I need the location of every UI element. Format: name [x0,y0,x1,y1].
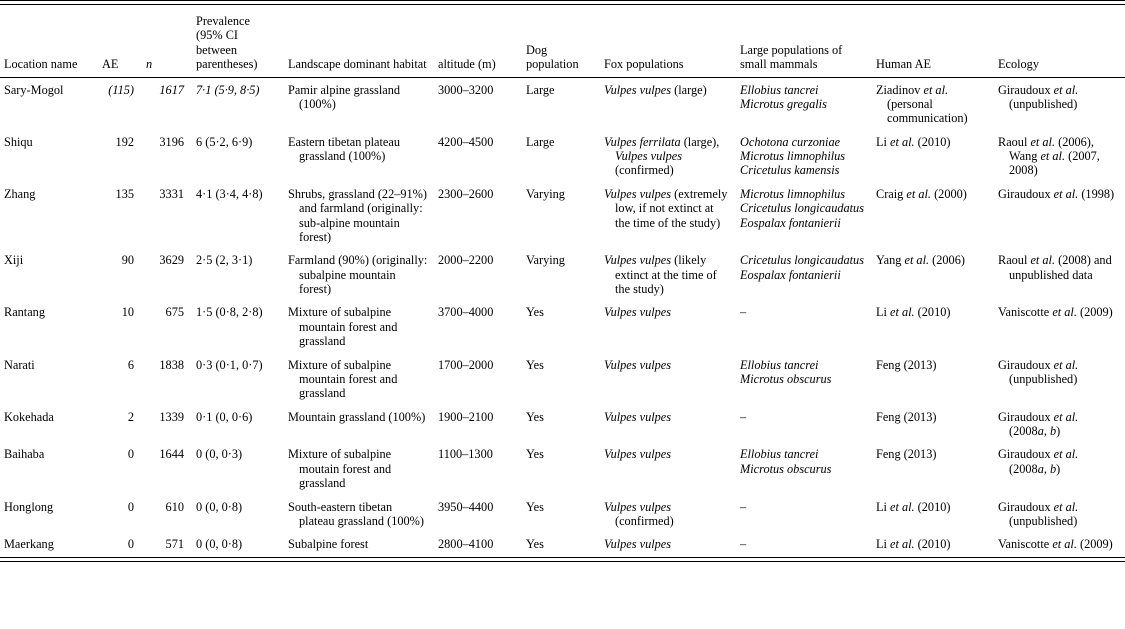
table-cell-altitude [438,182,526,249]
cell-line: Giraudoux et al. (1998) [998,186,1115,201]
cell-line: 1838 [159,357,184,372]
table-cell-prevalence [196,300,288,352]
cell-line: Eastern tibetan plateau grassland (100%) [288,134,400,163]
table-cell-fox [604,495,740,533]
table-cell-dog [526,532,604,555]
cell-line: Ellobius tancrei [740,82,819,97]
table-row [0,442,1125,494]
cell-line: Varying [526,253,565,268]
table-cell-habitat [288,182,438,249]
table-cell-location [0,405,102,443]
cell-line: Sary-Mogol [4,82,64,97]
table-cell-n [146,405,196,443]
table-cell-small_mammals [740,495,876,533]
cell-line: Microtus limnophilus [740,186,846,201]
cell-line: Feng (2013) [876,357,937,372]
cell-line: Large [526,82,555,97]
cell-line: Shrubs, grassland (22–91%) and farmland (originally: sub-alpine mountain forest) [288,186,428,244]
cell-line: 1644 [159,447,184,462]
table-row [0,77,1125,130]
cell-line: 0 (0, 0·8) [196,537,243,552]
cell-line: – [740,409,747,424]
cell-line: 0 (0, 0·8) [196,499,243,514]
cell-line: Li et al. (2010) [876,499,951,514]
cell-line: Giraudoux et al. (2008a, b) [998,409,1079,438]
table-cell-human_ae [876,442,998,494]
cell-line: Mountain grassland (100%) [288,409,426,424]
table-cell-ecology [998,300,1125,352]
table-cell-fox [604,442,740,494]
table-cell-ae [102,130,146,182]
table-cell-ae [102,532,146,555]
table-body [0,77,1125,556]
table-cell-altitude [438,495,526,533]
table-cell-dog [526,300,604,352]
cell-line: Craig et al. (2000) [876,186,967,201]
table-cell-dog [526,353,604,405]
cell-line: Vulpes vulpes [604,447,672,462]
table-cell-ecology [998,405,1125,443]
table-cell-altitude [438,353,526,405]
table-cell-ae [102,300,146,352]
table-cell-habitat [288,495,438,533]
table-cell-habitat [288,405,438,443]
cell-line: Feng (2013) [876,409,937,424]
table-cell-dog [526,182,604,249]
cell-line: 1100–1300 [438,447,493,462]
header-row [0,6,1125,77]
table-cell-location [0,353,102,405]
top-double-rule [0,0,1125,5]
cell-line: 1339 [159,409,184,424]
cell-line: Cricetulus longicaudatus [740,201,864,216]
table-cell-small_mammals [740,442,876,494]
table-row [0,182,1125,249]
table-cell-small_mammals [740,77,876,130]
cell-line: 2800–4100 [438,537,494,552]
table-cell-n [146,248,196,300]
table-cell-altitude [438,130,526,182]
table-cell-human_ae [876,248,998,300]
table-cell-dog [526,77,604,130]
table-row [0,532,1125,555]
table-cell-location [0,130,102,182]
cell-line: – [740,499,747,514]
column-header-prevalence: Prevalence (95% CI between parentheses) [196,6,288,77]
column-header-location: Location name [0,6,102,77]
table-cell-human_ae [876,77,998,130]
table-cell-altitude [438,405,526,443]
table-cell-n [146,495,196,533]
cell-line: Vulpes vulpes (large) [604,82,707,97]
cell-line: – [740,537,747,552]
table-cell-fox [604,248,740,300]
table-cell-ae [102,442,146,494]
table-header [0,6,1125,77]
cell-line: 675 [165,305,184,320]
table-cell-human_ae [876,495,998,533]
table-cell-ecology [998,532,1125,555]
cell-line: Microtus gregalis [740,96,827,111]
cell-line: Vaniscotte et al. (2009) [998,537,1113,552]
table-cell-prevalence [196,495,288,533]
cell-line: – [740,305,747,320]
cell-line: 7·1 (5·9, 8·5) [196,82,260,97]
cell-line: Ellobius tancrei [740,447,819,462]
column-header-ecology: Ecology [998,6,1125,77]
table-cell-habitat [288,300,438,352]
table-cell-ae [102,495,146,533]
cell-line: Vulpes ferrilata (large), Vulpes vulpes (confirmed) [604,134,720,178]
table-cell-n [146,77,196,130]
table-cell-location [0,182,102,249]
table-cell-prevalence [196,353,288,405]
table-cell-altitude [438,248,526,300]
table-cell-dog [526,442,604,494]
table-cell-ecology [998,248,1125,300]
column-header-human_ae: Human AE [876,6,998,77]
table-cell-small_mammals [740,405,876,443]
cell-line: Vulpes vulpes (likely extinct at the time of the study) [604,253,717,296]
cell-line: 0·1 (0, 0·6) [196,409,253,424]
table-cell-location [0,77,102,130]
cell-line: 135 [115,186,134,201]
cell-line: Yes [526,537,544,552]
table-cell-ae [102,405,146,443]
cell-line: 1900–2100 [438,409,494,424]
table-cell-n [146,300,196,352]
cell-line: (115) [108,82,134,97]
column-header-habitat: Landscape dominant habitat [288,6,438,77]
table-cell-n [146,182,196,249]
cell-line: Raoul et al. (2008) and unpublished data [998,253,1112,282]
study-sites-table [0,6,1125,556]
cell-line: 6 [127,357,134,372]
table-cell-prevalence [196,248,288,300]
cell-line: Baihaba [4,447,45,462]
cell-line: Mixture of subalpine mountain forest and grassland [288,357,398,401]
cell-line: Vulpes vulpes (extremely low, if not extinct at the time of the study) [604,186,728,230]
table-cell-dog [526,248,604,300]
cell-line: Feng (2013) [876,447,937,462]
table-row [0,130,1125,182]
table-cell-location [0,442,102,494]
cell-line: Mixture of subalpine moutain forest and grassland [288,447,392,491]
cell-line: Yes [526,409,544,424]
cell-line: Vulpes vulpes [604,357,672,372]
column-header-altitude: altitude (m) [438,6,526,77]
cell-line: Kokehada [4,409,54,424]
table-cell-ecology [998,495,1125,533]
cell-line: 3196 [159,134,184,149]
cell-line: Eospalax fontanierii [740,267,841,282]
cell-line: Ziadinov et al. (personal communication) [876,82,968,126]
table-cell-fox [604,532,740,555]
table-cell-ae [102,248,146,300]
cell-line: 90 [121,253,134,268]
cell-line: Cricetulus kamensis [740,163,840,178]
cell-line: Maerkang [4,537,54,552]
cell-line: Pamir alpine grassland (100%) [288,82,401,111]
cell-line: 10 [121,305,134,320]
table-cell-fox [604,405,740,443]
cell-line: 3331 [159,186,184,201]
cell-line: 192 [115,134,134,149]
table-row [0,248,1125,300]
table-cell-ae [102,353,146,405]
table-cell-fox [604,130,740,182]
table-cell-ecology [998,182,1125,249]
cell-line: Subalpine forest [288,537,369,552]
cell-line: Ellobius tancrei [740,357,819,372]
cell-line: Yes [526,447,544,462]
table-cell-habitat [288,353,438,405]
table-cell-prevalence [196,77,288,130]
cell-line: Giraudoux et al. (unpublished) [998,82,1079,111]
table-row [0,353,1125,405]
cell-line: 1·5 (0·8, 2·8) [196,305,263,320]
table-cell-habitat [288,77,438,130]
table-cell-n [146,130,196,182]
table-cell-human_ae [876,405,998,443]
cell-line: Microtus obscurus [740,371,832,386]
table-row [0,300,1125,352]
cell-line: 3629 [159,253,184,268]
table-cell-human_ae [876,353,998,405]
table-cell-altitude [438,442,526,494]
cell-line: Vulpes vulpes (confirmed) [604,499,674,528]
column-header-fox: Fox populations [604,6,740,77]
table-cell-ecology [998,353,1125,405]
cell-line: 3950–4400 [438,499,494,514]
table-cell-prevalence [196,130,288,182]
table-cell-small_mammals [740,248,876,300]
table-cell-prevalence [196,532,288,555]
cell-line: Rantang [4,305,45,320]
cell-line: Yes [526,357,544,372]
cell-line: Varying [526,186,565,201]
table-cell-ecology [998,442,1125,494]
table-cell-human_ae [876,182,998,249]
cell-line: 571 [165,537,184,552]
cell-line: 610 [165,499,184,514]
table-cell-altitude [438,77,526,130]
table-cell-small_mammals [740,532,876,555]
cell-line: Mixture of subalpine mountain forest and grassland [288,305,398,349]
table-cell-ecology [998,77,1125,130]
table-cell-small_mammals [740,130,876,182]
cell-line: Honglong [4,499,54,514]
cell-line: 0 (0, 0·3) [196,447,243,462]
cell-line: Farmland (90%) (originally: subalpine mountain forest) [288,253,428,296]
table-cell-n [146,442,196,494]
cell-line: 2 [127,409,134,424]
table-cell-prevalence [196,405,288,443]
table-row [0,495,1125,533]
table-cell-ecology [998,130,1125,182]
table-cell-fox [604,77,740,130]
cell-line: Microtus obscurus [740,461,832,476]
table-cell-location [0,495,102,533]
cell-line: Microtus limnophilus [740,149,846,163]
cell-line: Vulpes vulpes [604,537,672,552]
cell-line: 2000–2200 [438,253,494,268]
cell-line: 3000–3200 [438,82,494,97]
table-row [0,405,1125,443]
cell-line: Giraudoux et al. (2008a, b) [998,447,1079,476]
table-cell-fox [604,353,740,405]
cell-line: Large [526,134,555,149]
cell-line: South-eastern tibetan plateau grassland (100%) [288,499,424,528]
table-cell-human_ae [876,532,998,555]
table-cell-prevalence [196,182,288,249]
cell-line: 2·5 (2, 3·1) [196,253,253,268]
column-header-dog: Dog population [526,6,604,77]
cell-line: 1700–2000 [438,357,494,372]
cell-line: Shiqu [4,134,33,149]
cell-line: Zhang [4,186,36,201]
table-cell-location [0,300,102,352]
table-cell-habitat [288,130,438,182]
table-cell-ae [102,182,146,249]
cell-line: Vulpes vulpes [604,305,672,320]
cell-line: Vulpes vulpes [604,409,672,424]
cell-line: 0 [127,537,134,552]
table-cell-prevalence [196,442,288,494]
table-cell-n [146,532,196,555]
table-cell-dog [526,495,604,533]
cell-line: Raoul et al. (2006), Wang et al. (2007, 2008) [998,134,1100,178]
table-cell-fox [604,300,740,352]
table-cell-dog [526,405,604,443]
cell-line: Yang et al. (2006) [876,253,965,268]
table-cell-fox [604,182,740,249]
cell-line: 0 [127,499,134,514]
cell-line: Vaniscotte et al. (2009) [998,305,1113,320]
cell-line: Cricetulus longicaudatus [740,253,864,268]
table-cell-location [0,532,102,555]
column-header-n: n [146,6,196,77]
cell-line: 4·1 (3·4, 4·8) [196,186,263,201]
table-cell-location [0,248,102,300]
cell-line: 0 [127,447,134,462]
cell-line: Giraudoux et al. (unpublished) [998,357,1079,386]
table-cell-dog [526,130,604,182]
cell-line: Giraudoux et al. (unpublished) [998,499,1079,528]
bottom-double-rule [0,557,1125,562]
table-cell-ae [102,77,146,130]
cell-line: Xiji [4,253,24,268]
table-cell-habitat [288,248,438,300]
cell-line: Ochotona curzoniae [740,134,841,149]
column-header-ae: AE [102,6,146,77]
table-cell-habitat [288,532,438,555]
cell-line: 6 (5·2, 6·9) [196,134,253,149]
cell-line: 3700–4000 [438,305,494,320]
cell-line: 0·3 (0·1, 0·7) [196,357,263,372]
cell-line: 4200–4500 [438,134,494,149]
column-header-small_mammals: Large populations of small mammals [740,6,876,77]
table-cell-human_ae [876,300,998,352]
cell-line: Narati [4,357,35,372]
table-cell-altitude [438,300,526,352]
table-cell-human_ae [876,130,998,182]
table-cell-small_mammals [740,182,876,249]
cell-line: Eospalax fontanierii [740,215,841,230]
table-cell-small_mammals [740,300,876,352]
cell-line: Li et al. (2010) [876,537,951,552]
cell-line: Li et al. (2010) [876,305,951,320]
table-cell-altitude [438,532,526,555]
cell-line: 1617 [159,82,184,97]
cell-line: 2300–2600 [438,186,494,201]
table-cell-small_mammals [740,353,876,405]
cell-line: Yes [526,499,544,514]
table-cell-habitat [288,442,438,494]
table-cell-n [146,353,196,405]
cell-line: Yes [526,305,544,320]
cell-line: Li et al. (2010) [876,134,951,149]
